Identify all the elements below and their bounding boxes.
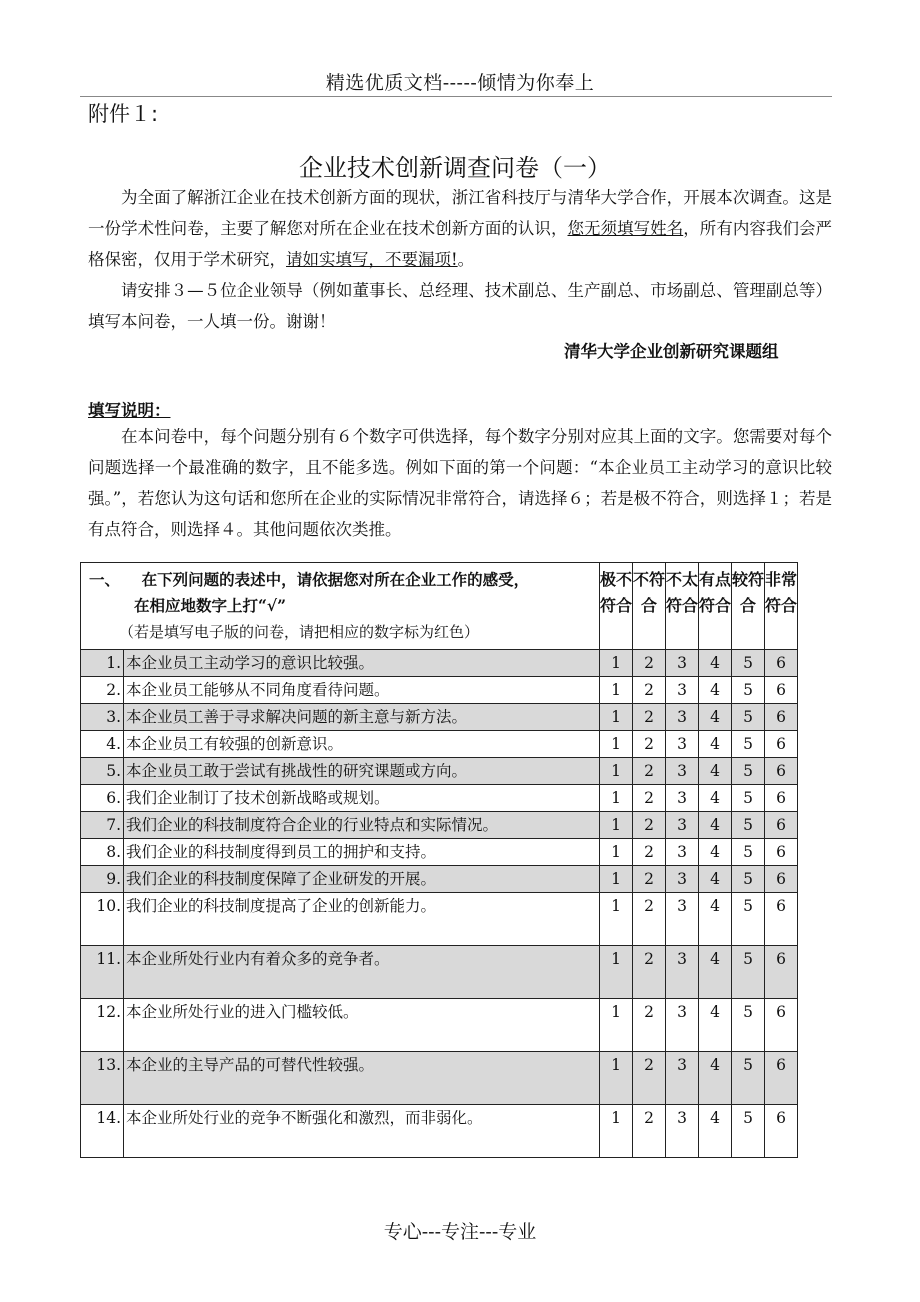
intro-underline-name: 您无须填写姓名	[567, 219, 684, 238]
question-text: 本企业员工有较强的创新意识。	[124, 731, 600, 758]
question-text: 我们企业的科技制度保障了企业研发的开展。	[124, 866, 600, 893]
question-number: 3.	[81, 704, 124, 731]
question-text: 本企业员工善于寻求解决问题的新主意与新方法。	[124, 704, 600, 731]
rating-option-3[interactable]: 3	[666, 677, 699, 704]
rating-option-4[interactable]: 4	[699, 704, 732, 731]
header-rule	[80, 96, 832, 97]
question-text: 本企业员工敢于尝试有挑战性的研究课题或方向。	[124, 758, 600, 785]
rating-option-6[interactable]: 6	[765, 893, 798, 946]
rating-option-3[interactable]: 3	[666, 866, 699, 893]
signature: 清华大学企业创新研究课题组	[564, 342, 779, 361]
rating-option-3[interactable]: 3	[666, 785, 699, 812]
rating-option-2[interactable]: 2	[633, 677, 666, 704]
rating-option-1[interactable]: 1	[600, 1052, 633, 1105]
table-row	[81, 731, 798, 758]
question-text: 我们企业的科技制度符合企业的行业特点和实际情况。	[124, 812, 600, 839]
table-header-row	[81, 563, 798, 650]
question-list	[81, 650, 798, 1158]
rating-option-4[interactable]: 4	[699, 758, 732, 785]
rating-option-6[interactable]: 6	[765, 785, 798, 812]
question-text: 本企业所处行业的竞争不断强化和激烈，而非弱化。	[124, 1105, 600, 1158]
rating-option-2[interactable]: 2	[633, 1052, 666, 1105]
rating-option-2[interactable]: 2	[633, 946, 666, 999]
question-text: 我们企业的科技制度得到员工的拥护和支持。	[124, 839, 600, 866]
rating-option-1[interactable]: 1	[600, 999, 633, 1052]
question-number: 14.	[81, 1105, 124, 1158]
scale-header: 极不符合	[600, 563, 633, 650]
scale-header: 不太符合	[666, 563, 699, 650]
section-instruction-1: 在下列问题的表述中，请依据您对所在企业工作的感受，	[141, 570, 530, 589]
rating-option-2[interactable]: 2	[633, 650, 666, 677]
rating-option-1[interactable]: 1	[600, 785, 633, 812]
scale-header: 有点符合	[699, 563, 732, 650]
document-title: 企业技术创新调查问卷（一）	[299, 154, 611, 182]
rating-option-6[interactable]: 6	[765, 999, 798, 1052]
section-number: 一、	[89, 570, 121, 589]
rating-option-5[interactable]: 5	[732, 704, 765, 731]
question-text: 我们企业的科技制度提高了企业的创新能力。	[124, 893, 600, 946]
rating-option-1[interactable]: 1	[600, 704, 633, 731]
intro-text-b: ，所有内容我们会严格保密，仅用于学术研究，	[88, 219, 833, 269]
table-row	[81, 812, 798, 839]
rating-option-4[interactable]: 4	[699, 731, 732, 758]
rating-option-5[interactable]: 5	[732, 893, 765, 946]
instructions-body: 在本问卷中，每个问题分别有６个数字可供选择，每个数字分别对应其上面的文字。您需要对每个问题选择一个最准确的数字，且不能多选。例如下面的第一个问题：“本企业员工主动学习的意识比较强。”，若您认为这句话和您所在企业的实际情况非常符合，请选择６；若是极不符合，则选择１；若是有点符合，则选择４。其他问题依次类推。	[88, 427, 832, 539]
rating-option-6[interactable]: 6	[765, 677, 798, 704]
question-number: 13.	[81, 1052, 124, 1105]
rating-option-2[interactable]: 2	[633, 731, 666, 758]
rating-option-1[interactable]: 1	[600, 812, 633, 839]
rating-option-2[interactable]: 2	[633, 999, 666, 1052]
question-number: 5.	[81, 758, 124, 785]
rating-option-1[interactable]: 1	[600, 946, 633, 999]
section-instruction-2: 在相应地数字上打“√”	[134, 596, 287, 615]
rating-option-6[interactable]: 6	[765, 812, 798, 839]
scale-header: 非常符合	[765, 563, 798, 650]
rating-option-2[interactable]: 2	[633, 1105, 666, 1158]
rating-option-3[interactable]: 3	[666, 650, 699, 677]
question-text: 本企业员工主动学习的意识比较强。	[124, 650, 600, 677]
rating-option-2[interactable]: 2	[633, 866, 666, 893]
rating-option-3[interactable]: 3	[666, 1052, 699, 1105]
rating-option-3[interactable]: 3	[666, 946, 699, 999]
scale-header: 不符合	[633, 563, 666, 650]
rating-option-5[interactable]: 5	[732, 999, 765, 1052]
rating-option-6[interactable]: 6	[765, 650, 798, 677]
question-text: 本企业所处行业的进入门槛较低。	[124, 999, 600, 1052]
question-number: 2.	[81, 677, 124, 704]
question-text: 本企业员工能够从不同角度看待问题。	[124, 677, 600, 704]
rating-option-4[interactable]: 4	[699, 785, 732, 812]
rating-option-6[interactable]: 6	[765, 1052, 798, 1105]
rating-option-3[interactable]: 3	[666, 999, 699, 1052]
rating-option-5[interactable]: 5	[732, 731, 765, 758]
table-row	[81, 866, 798, 893]
scale-header: 较符合	[732, 563, 765, 650]
table-row	[81, 946, 798, 999]
rating-option-5[interactable]: 5	[732, 866, 765, 893]
rating-option-2[interactable]: 2	[633, 893, 666, 946]
page-header: 精选优质文档-----倾情为你奉上	[325, 72, 595, 94]
section-header	[81, 563, 600, 650]
survey-table	[80, 562, 798, 1158]
rating-option-2[interactable]: 2	[633, 704, 666, 731]
intro-paragraph-1	[88, 182, 832, 275]
intro-text-a: 为全面了解浙江企业在技术创新方面的现状，浙江省科技厅与清华大学合作，开展本次调查。这是一份学术性问卷，主要了解您对所在企业在技术创新方面的认识，	[88, 188, 832, 238]
rating-option-1[interactable]: 1	[600, 758, 633, 785]
question-text: 我们企业制订了技术创新战略或规划。	[124, 785, 600, 812]
rating-option-5[interactable]: 5	[732, 839, 765, 866]
table-row	[81, 893, 798, 946]
table-row	[81, 999, 798, 1052]
attachment-label: 附件１:	[88, 102, 159, 126]
table-row	[81, 839, 798, 866]
rating-option-4[interactable]: 4	[699, 839, 732, 866]
rating-option-1[interactable]: 1	[600, 1105, 633, 1158]
question-number: 6.	[81, 785, 124, 812]
rating-option-1[interactable]: 1	[600, 731, 633, 758]
question-text: 本企业的主导产品的可替代性较强。	[124, 1052, 600, 1105]
rating-option-4[interactable]: 4	[699, 1052, 732, 1105]
rating-option-5[interactable]: 5	[732, 812, 765, 839]
rating-option-3[interactable]: 3	[666, 731, 699, 758]
rating-option-2[interactable]: 2	[633, 785, 666, 812]
intro-text-c: 。	[457, 250, 475, 269]
question-number: 9.	[81, 866, 124, 893]
rating-option-6[interactable]: 6	[765, 839, 798, 866]
question-number: 12.	[81, 999, 124, 1052]
rating-option-4[interactable]: 4	[699, 650, 732, 677]
rating-option-3[interactable]: 3	[666, 704, 699, 731]
rating-option-2[interactable]: 2	[633, 839, 666, 866]
page-footer: 专心---专注---专业	[383, 1221, 537, 1243]
rating-option-6[interactable]: 6	[765, 704, 798, 731]
rating-option-3[interactable]: 3	[666, 758, 699, 785]
table-row	[81, 1052, 798, 1105]
instructions-heading: 填写说明：	[88, 401, 171, 420]
rating-option-4[interactable]: 4	[699, 866, 732, 893]
rating-option-6[interactable]: 6	[765, 1105, 798, 1158]
rating-option-6[interactable]: 6	[765, 758, 798, 785]
rating-option-3[interactable]: 3	[666, 893, 699, 946]
rating-option-6[interactable]: 6	[765, 866, 798, 893]
rating-option-5[interactable]: 5	[732, 1052, 765, 1105]
question-text: 本企业所处行业内有着众多的竞争者。	[124, 946, 600, 999]
rating-option-1[interactable]: 1	[600, 677, 633, 704]
rating-option-4[interactable]: 4	[699, 677, 732, 704]
rating-option-5[interactable]: 5	[732, 946, 765, 999]
rating-option-3[interactable]: 3	[666, 839, 699, 866]
question-number: 4.	[81, 731, 124, 758]
intro-paragraph-2: 请安排３—５位企业领导（例如董事长、总经理、技术副总、生产副总、市场副总、管理副总等）填写本问卷，一人填一份。谢谢！	[88, 281, 832, 331]
table-row	[81, 704, 798, 731]
table-row	[81, 785, 798, 812]
rating-option-4[interactable]: 4	[699, 1105, 732, 1158]
question-number: 7.	[81, 812, 124, 839]
rating-option-5[interactable]: 5	[732, 677, 765, 704]
rating-option-1[interactable]: 1	[600, 839, 633, 866]
rating-option-5[interactable]: 5	[732, 785, 765, 812]
question-number: 11.	[81, 946, 124, 999]
question-number: 10.	[81, 893, 124, 946]
table-row	[81, 1105, 798, 1158]
intro-underline-honest: 请如实填写，不要漏项!	[286, 250, 458, 269]
rating-option-2[interactable]: 2	[633, 812, 666, 839]
rating-option-1[interactable]: 1	[600, 866, 633, 893]
rating-option-5[interactable]: 5	[732, 650, 765, 677]
table-row	[81, 677, 798, 704]
question-number: 1.	[81, 650, 124, 677]
rating-option-3[interactable]: 3	[666, 812, 699, 839]
rating-option-4[interactable]: 4	[699, 893, 732, 946]
rating-option-4[interactable]: 4	[699, 999, 732, 1052]
table-row	[81, 650, 798, 677]
rating-option-1[interactable]: 1	[600, 893, 633, 946]
rating-option-2[interactable]: 2	[633, 758, 666, 785]
rating-option-6[interactable]: 6	[765, 731, 798, 758]
question-number: 8.	[81, 839, 124, 866]
rating-option-4[interactable]: 4	[699, 812, 732, 839]
table-row	[81, 758, 798, 785]
rating-option-5[interactable]: 5	[732, 758, 765, 785]
rating-option-1[interactable]: 1	[600, 650, 633, 677]
rating-option-3[interactable]: 3	[666, 1105, 699, 1158]
rating-option-5[interactable]: 5	[732, 1105, 765, 1158]
section-hint: （若是填写电子版的问卷，请把相应的数字标为红色）	[119, 623, 480, 641]
rating-option-6[interactable]: 6	[765, 946, 798, 999]
rating-option-4[interactable]: 4	[699, 946, 732, 999]
